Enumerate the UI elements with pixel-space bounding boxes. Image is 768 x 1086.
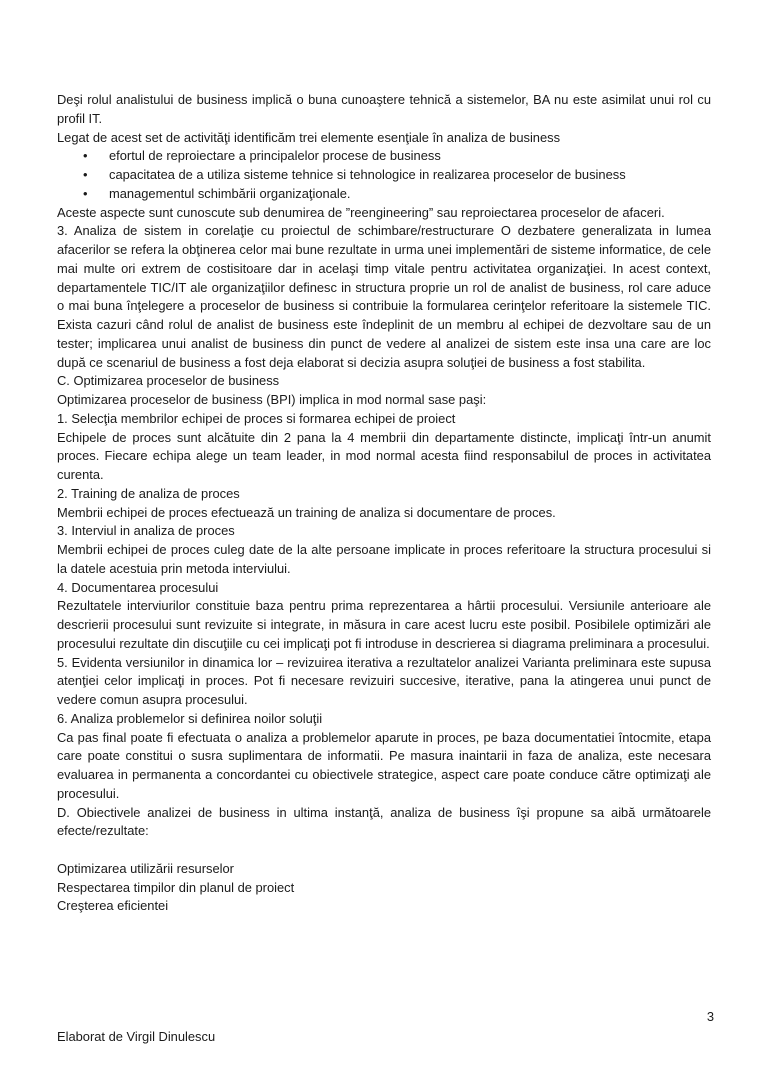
step-1-heading: 1. Selecţia membrilor echipei de proces si formarea echipei de proiect [57,410,456,426]
reengineering-paragraph: Aceste aspecte sunt cunoscute sub denumirea de ”reengineering” sau reproiectarea proceselor de afaceri. [57,204,665,220]
list-item: • managementul schimbării organizaţionale. [83,185,711,204]
section-d-paragraph: D. Obiectivele analizei de business in ultima instanţă, analiza de business îşi propune sa aibă următoarele efecte/rezultate: [57,804,711,839]
step-3-body: Membrii echipei de proces culeg date de la alte persoane implicate in proces referitoare la structura procesului si la datele acestuia prin metoda interviului. [57,542,711,576]
result-item: Creşterea eficientei [57,898,169,914]
step-6-heading: 6. Analiza problemelor si definirea noilor soluţii [57,710,323,726]
bpi-intro: Optimizarea proceselor de business (BPI) implica in mod normal sase paşi: [57,392,487,407]
step-6-body: Ca pas final poate fi efectuata o analiza a problemelor aparute in proces, pe baza documentatiei întocmite, etapa care poate constitui o susra suplimentara de informatii. Pe masura inaintarii in faza de analiza, este necesara evaluarea in permanenta a concordantei cu obiectivele strategice, aspect care poate conduce către optimizaţi ale procesului. [57,729,711,801]
page-footer: Elaborat de Virgil Dinulescu [57,1029,216,1044]
step-1-body: Echipele de proces sunt alcătuite din 2 pana la 4 membrii din departamente distincte, implicaţi într-un anumit proces. Fiecare echipa alege un team leader, in mod normal acesta fiind responsabilul de proces in activitatea curenta. [57,429,711,482]
elements-intro: Legat de acest set de activităţi identificăm trei elemente esenţiale în analiza de business [57,129,561,145]
result-item: Respectarea timpilor din planul de proiect [57,879,295,895]
list-item: • efortul de reproiectare a principalelor procese de business [83,147,711,166]
result-item: Optimizarea utilizării resurselor [57,860,234,876]
step-3-heading: 3. Interviul in analiza de proces [57,523,235,539]
list-item: • capacitatea de a utiliza sisteme tehnice si tehnologice in realizarea proceselor de business [83,166,711,185]
blank-line [57,841,711,860]
page-body [57,91,711,916]
step-4-body: Rezultatele interviurilor constituie baza pentru prima reprezentarea a hârtii procesului. Versiunile anterioare ale descrierii procesului sunt revizuite si integrate, in măsura in care acest lucru este posibil. Posibilele optimizări ale procesului rezultate din discuţiile cu cei implicaţi pot fi introduse in descrierea si diagrama preliminara a procesului. [57,598,711,651]
intro-paragraph: Deşi rolul analistului de business implică o buna cunoaştere tehnică a sistemelor, BA nu este asimilat unui rol cu profil IT. [57,92,711,126]
section-c-heading: C. Optimizarea proceselor de business [57,373,280,389]
step-4-heading: 4. Documentarea procesului [57,579,219,595]
elements-list [57,147,711,203]
page-number: 3 [706,1009,714,1024]
step-5-paragraph: 5. Evidenta versiunilor in dinamica lor – revizuirea iterativa a rezultatelor analizei Varianta preliminara este supusa atenţiei celor implicaţi in proces. Pot fi necesare revizuiri succesive, iterative, pana la atingerea unui punct de vedere comun asupra procesului. [57,654,711,707]
step-2-body: Membrii echipei de proces efectuează un training de analiza si documentare de proces. [57,504,556,520]
step-2-heading: 2. Training de analiza de proces [57,485,240,501]
section-3-paragraph: 3. Analiza de sistem in corelaţie cu proiectul de schimbare/restructurare O dezbatere generalizata in lumea afacerilor se refera la obţinerea celor mai bune rezultate in urma unei implementări de sisteme informatice, de cele mai multe ori extrem de costisitoare dar in acelaşi timp vitale pentru activitatea organizaţiei. In acest context, departamentele TIC/IT ale organizaţiilor definesc in structura proprie un rol de analist de business, rol care aduce o mai buna înţelegere a proceselor de business si contribuie la formularea cerinţelor referitoare la sistemele TIC. Exista cazuri când rolul de analist de business este îndeplinit de un membru al echipei de dezvoltare sau de un tester; implicarea unui analist de business din punct de vedere al analizei de sistem este insa una care are loc după ce scenariul de business a fost deja elaborat si decizia asupra soluţiei de business a fost stabilita. [57,223,711,370]
